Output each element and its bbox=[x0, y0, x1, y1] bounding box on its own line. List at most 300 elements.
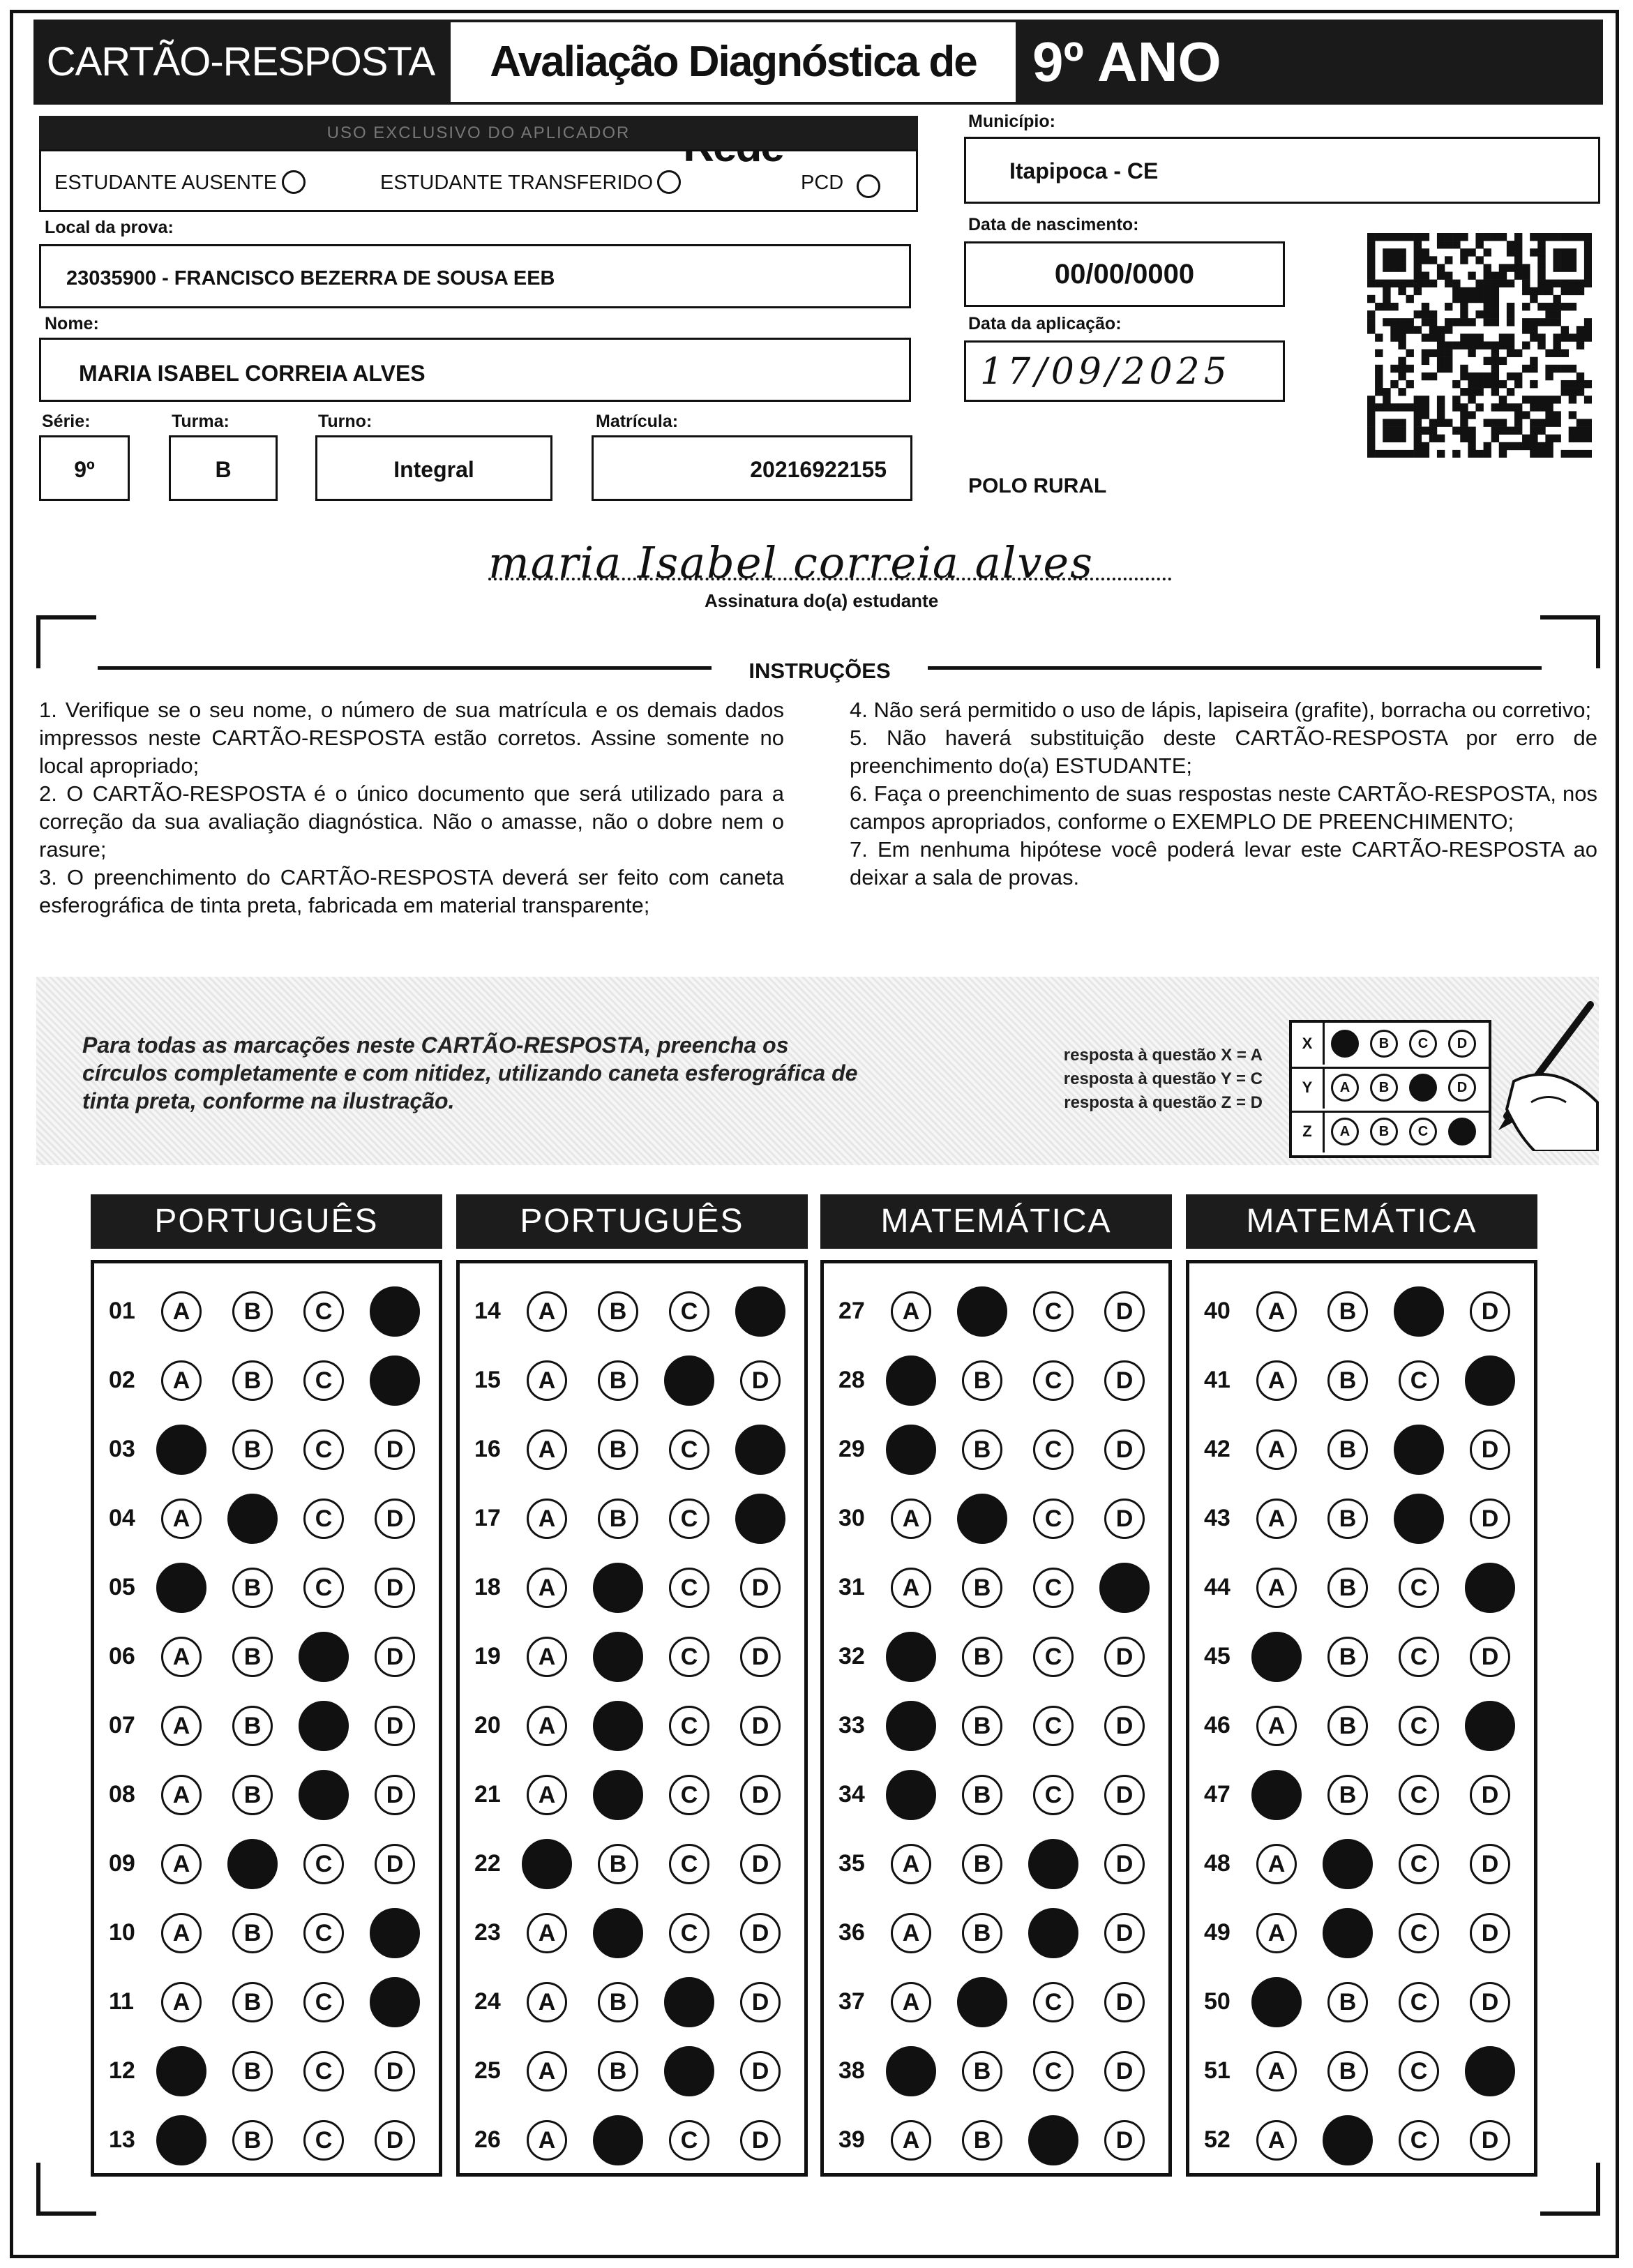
answer-bubble-filled[interactable] bbox=[886, 1355, 936, 1406]
answer-bubble[interactable]: B bbox=[232, 1568, 273, 1608]
answer-bubble[interactable]: C bbox=[669, 1291, 709, 1332]
answer-bubble[interactable]: B bbox=[962, 2120, 1002, 2161]
instructions-rule-right bbox=[928, 666, 1542, 670]
answer-bubble[interactable]: C bbox=[303, 1844, 344, 1884]
example-row bbox=[1292, 1023, 1489, 1069]
answer-bubble[interactable]: B bbox=[598, 1499, 638, 1539]
answer-bubble-filled[interactable] bbox=[1394, 1425, 1444, 1475]
answer-bubble-filled[interactable] bbox=[1465, 1701, 1515, 1751]
answer-bubble[interactable]: D bbox=[375, 1844, 415, 1884]
answer-bubble-filled[interactable] bbox=[1323, 1908, 1373, 1958]
answer-bubble-filled[interactable] bbox=[1028, 1839, 1078, 1889]
answer-bubble[interactable]: B bbox=[598, 1360, 638, 1401]
turno-field bbox=[315, 435, 552, 501]
turma-value: B bbox=[215, 457, 232, 482]
example-question-label: Y bbox=[1292, 1067, 1325, 1109]
example-question-label: Z bbox=[1292, 1111, 1325, 1152]
answer-bubble[interactable]: D bbox=[1470, 1429, 1510, 1470]
answer-bubble[interactable]: C bbox=[303, 2120, 344, 2161]
question-number: 03 bbox=[109, 1436, 135, 1462]
answer-bubble[interactable]: B bbox=[598, 2051, 638, 2091]
answer-bubble[interactable]: A bbox=[527, 2051, 567, 2091]
absent-checkbox[interactable] bbox=[282, 170, 306, 194]
answer-bubble[interactable]: C bbox=[303, 1429, 344, 1470]
answer-bubble-filled[interactable] bbox=[1251, 1770, 1302, 1820]
answer-bubble[interactable]: A bbox=[527, 1913, 567, 1953]
answer-bubble[interactable]: A bbox=[891, 1982, 931, 2022]
answer-bubble[interactable]: B bbox=[962, 1913, 1002, 1953]
answer-bubble[interactable]: A bbox=[527, 1429, 567, 1470]
answer-bubble[interactable]: B bbox=[232, 1706, 273, 1746]
answer-bubble[interactable]: A bbox=[161, 1844, 202, 1884]
answer-bubble-filled[interactable] bbox=[886, 1632, 936, 1682]
answer-bubble[interactable]: B bbox=[1327, 1706, 1368, 1746]
answer-bubble[interactable]: B bbox=[232, 1637, 273, 1677]
signature-line bbox=[488, 578, 1172, 580]
instruction-item: 2. O CARTÃO-RESPOSTA é o único documento que será utilizado para a correção da sua avaliação diagnóstica. Não o amasse, não o dobre nem o rasure; bbox=[39, 781, 784, 862]
matricula-field bbox=[592, 435, 912, 501]
answer-bubble[interactable]: A bbox=[527, 1982, 567, 2022]
nome-value: MARIA ISABEL CORREIA ALVES bbox=[79, 361, 426, 386]
answer-bubble[interactable]: B bbox=[232, 1291, 273, 1332]
question-number: 42 bbox=[1204, 1436, 1231, 1462]
aplicacao-label: Data da aplicação: bbox=[968, 314, 1122, 333]
answer-bubble-filled[interactable] bbox=[227, 1839, 278, 1889]
question-number: 30 bbox=[838, 1505, 865, 1531]
turno-value: Integral bbox=[393, 457, 474, 482]
answer-bubble[interactable]: A bbox=[1256, 1844, 1297, 1884]
answer-bubble[interactable]: D bbox=[1104, 1982, 1145, 2022]
nascimento-label: Data de nascimento: bbox=[968, 215, 1139, 234]
answer-bubble[interactable]: A bbox=[527, 1291, 567, 1332]
answer-bubble[interactable]: C bbox=[1033, 1429, 1074, 1470]
answer-bubble-filled[interactable] bbox=[957, 1977, 1007, 2027]
answer-bubble[interactable]: A bbox=[891, 2120, 931, 2161]
answer-bubble[interactable]: A bbox=[891, 1568, 931, 1608]
question-number: 28 bbox=[838, 1367, 865, 1393]
question-number: 32 bbox=[838, 1643, 865, 1669]
example-bubble: A bbox=[1331, 1074, 1359, 1102]
answer-bubble[interactable]: A bbox=[1256, 1499, 1297, 1539]
answer-bubble[interactable]: C bbox=[1033, 1982, 1074, 2022]
answer-bubble[interactable]: B bbox=[1327, 1637, 1368, 1677]
question-number: 26 bbox=[474, 2126, 501, 2153]
answer-bubble[interactable]: A bbox=[527, 1499, 567, 1539]
answer-bubble[interactable]: C bbox=[669, 1637, 709, 1677]
answer-bubble[interactable]: D bbox=[1104, 1429, 1145, 1470]
answer-bubble-filled[interactable] bbox=[593, 1563, 643, 1613]
section-title: PORTUGUÊS bbox=[91, 1194, 442, 1249]
answer-bubble[interactable]: C bbox=[1033, 1499, 1074, 1539]
answer-bubble[interactable]: D bbox=[1104, 1706, 1145, 1746]
pcd-label: PCD bbox=[801, 172, 844, 194]
answer-bubble[interactable]: D bbox=[740, 2051, 781, 2091]
answer-bubble[interactable]: D bbox=[1470, 1913, 1510, 1953]
answer-bubble-filled[interactable] bbox=[1028, 1908, 1078, 1958]
answer-bubble-filled[interactable] bbox=[1251, 1977, 1302, 2027]
example-bubble: C bbox=[1409, 1118, 1437, 1146]
question-number: 06 bbox=[109, 1643, 135, 1669]
answer-bubble[interactable]: A bbox=[1256, 1360, 1297, 1401]
answer-bubble[interactable]: C bbox=[303, 1982, 344, 2022]
answer-bubble[interactable]: C bbox=[669, 1913, 709, 1953]
corner-top-right bbox=[1540, 615, 1600, 668]
question-number: 46 bbox=[1204, 1712, 1231, 1738]
answer-bubble[interactable]: D bbox=[375, 1429, 415, 1470]
answer-bubble[interactable]: A bbox=[527, 1637, 567, 1677]
answer-bubble[interactable]: A bbox=[527, 1568, 567, 1608]
answer-bubble[interactable]: C bbox=[303, 1360, 344, 1401]
answer-bubble-filled[interactable] bbox=[593, 1701, 643, 1751]
question-number: 14 bbox=[474, 1298, 501, 1324]
answer-bubble[interactable]: D bbox=[740, 1637, 781, 1677]
question-number: 04 bbox=[109, 1505, 135, 1531]
answer-bubble[interactable]: D bbox=[1104, 1291, 1145, 1332]
answer-bubble[interactable]: A bbox=[1256, 1429, 1297, 1470]
serie-label: Série: bbox=[42, 412, 91, 431]
answer-bubble[interactable]: D bbox=[375, 2051, 415, 2091]
answer-bubble[interactable]: C bbox=[669, 1706, 709, 1746]
nascimento-field bbox=[964, 241, 1285, 307]
question-number: 01 bbox=[109, 1298, 135, 1324]
answer-bubble[interactable]: A bbox=[161, 1706, 202, 1746]
answer-bubble[interactable]: D bbox=[740, 1706, 781, 1746]
answer-bubble[interactable]: B bbox=[232, 1360, 273, 1401]
answer-bubble[interactable]: C bbox=[1033, 1775, 1074, 1815]
answer-bubble-filled[interactable] bbox=[370, 1908, 420, 1958]
answer-bubble[interactable]: A bbox=[1256, 1291, 1297, 1332]
answer-bubble[interactable]: B bbox=[232, 1982, 273, 2022]
answer-bubble[interactable]: C bbox=[669, 2120, 709, 2161]
answer-bubble-filled[interactable] bbox=[1394, 1494, 1444, 1544]
answer-bubble-filled[interactable] bbox=[1394, 1286, 1444, 1337]
question-number: 50 bbox=[1204, 1988, 1231, 2015]
municipio-label: Município: bbox=[968, 112, 1055, 131]
section-title: PORTUGUÊS bbox=[456, 1194, 808, 1249]
answer-bubble[interactable]: C bbox=[669, 1844, 709, 1884]
answer-bubble[interactable]: D bbox=[1470, 2120, 1510, 2161]
exam-title: Avaliação Diagnóstica de bbox=[490, 38, 977, 86]
signature-label: Assinatura do(a) estudante bbox=[705, 590, 939, 611]
answer-bubble[interactable]: C bbox=[669, 1775, 709, 1815]
answer-bubble[interactable]: B bbox=[232, 1429, 273, 1470]
answer-bubble[interactable]: C bbox=[303, 2051, 344, 2091]
answer-bubble[interactable]: D bbox=[1470, 1844, 1510, 1884]
answer-bubble[interactable]: B bbox=[232, 2120, 273, 2161]
municipio-field bbox=[964, 137, 1600, 204]
question-number: 02 bbox=[109, 1367, 135, 1393]
answer-bubble-filled[interactable] bbox=[1465, 2046, 1515, 2096]
answer-bubble[interactable]: A bbox=[161, 1982, 202, 2022]
answer-bubble-filled[interactable] bbox=[1465, 1355, 1515, 1406]
answer-bubble-filled[interactable] bbox=[593, 1908, 643, 1958]
answer-bubble[interactable]: C bbox=[1399, 1913, 1439, 1953]
answer-bubble-filled[interactable] bbox=[664, 2046, 714, 2096]
matricula-label: Matrícula: bbox=[596, 412, 679, 431]
answer-bubble-filled[interactable] bbox=[299, 1701, 349, 1751]
question-number: 51 bbox=[1204, 2057, 1231, 2084]
answer-bubble[interactable]: C bbox=[1033, 1291, 1074, 1332]
question-number: 18 bbox=[474, 1574, 501, 1600]
answer-bubble[interactable]: B bbox=[962, 1844, 1002, 1884]
turma-label: Turma: bbox=[172, 412, 229, 431]
answer-bubble[interactable]: C bbox=[669, 1568, 709, 1608]
answer-bubble[interactable]: B bbox=[1327, 1499, 1368, 1539]
answer-bubble[interactable]: B bbox=[1327, 1775, 1368, 1815]
question-number: 49 bbox=[1204, 1919, 1231, 1946]
transferred-checkbox[interactable] bbox=[657, 170, 681, 194]
answer-bubble-filled[interactable] bbox=[735, 1494, 785, 1544]
example-bubble: C bbox=[1409, 1030, 1437, 1058]
answer-bubble[interactable]: C bbox=[1399, 1775, 1439, 1815]
answer-bubble-filled[interactable] bbox=[370, 1286, 420, 1337]
answer-bubble-filled[interactable] bbox=[156, 1563, 206, 1613]
question-number: 52 bbox=[1204, 2126, 1231, 2153]
example-bubble: D bbox=[1448, 1074, 1476, 1102]
answer-bubble[interactable]: B bbox=[962, 1429, 1002, 1470]
answer-bubble[interactable]: D bbox=[1104, 1360, 1145, 1401]
example-legend bbox=[1032, 1044, 1263, 1115]
question-number: 24 bbox=[474, 1988, 501, 2015]
answer-bubble-filled[interactable] bbox=[664, 1355, 714, 1406]
answer-bubble[interactable]: B bbox=[598, 1429, 638, 1470]
answer-bubble[interactable]: C bbox=[1033, 1568, 1074, 1608]
answer-bubble[interactable]: A bbox=[527, 1706, 567, 1746]
answer-bubble-filled[interactable] bbox=[1251, 1632, 1302, 1682]
answer-bubble-filled[interactable] bbox=[593, 2115, 643, 2165]
answer-bubble[interactable]: C bbox=[303, 1291, 344, 1332]
example-bubble: B bbox=[1370, 1030, 1398, 1058]
serie-field bbox=[39, 435, 130, 501]
answer-bubble[interactable]: C bbox=[1399, 2051, 1439, 2091]
answer-bubble[interactable]: C bbox=[303, 1499, 344, 1539]
answer-bubble[interactable]: B bbox=[598, 1291, 638, 1332]
answer-bubble[interactable]: A bbox=[527, 1775, 567, 1815]
answer-bubble-filled[interactable] bbox=[1323, 1839, 1373, 1889]
answer-bubble[interactable]: C bbox=[1399, 1982, 1439, 2022]
answer-bubble-filled[interactable] bbox=[156, 2115, 206, 2165]
answer-bubble-filled[interactable] bbox=[1028, 2115, 1078, 2165]
answer-bubble-filled[interactable] bbox=[1323, 2115, 1373, 2165]
question-number: 31 bbox=[838, 1574, 865, 1600]
signature-handwritten: maria Isabel correia alves bbox=[488, 537, 1094, 588]
instructions-left bbox=[39, 696, 784, 919]
answer-bubble[interactable]: B bbox=[962, 1360, 1002, 1401]
aplicacao-field[interactable] bbox=[964, 340, 1285, 402]
answer-bubble-filled[interactable] bbox=[886, 1701, 936, 1751]
answer-bubble-filled[interactable] bbox=[886, 1770, 936, 1820]
answer-bubble[interactable]: C bbox=[1033, 1637, 1074, 1677]
question-number: 34 bbox=[838, 1781, 865, 1808]
answer-bubble[interactable]: C bbox=[1033, 1360, 1074, 1401]
answer-bubble-filled[interactable] bbox=[735, 1286, 785, 1337]
answer-bubble[interactable]: D bbox=[740, 1775, 781, 1815]
answer-bubble[interactable]: A bbox=[1256, 2120, 1297, 2161]
answer-bubble-filled[interactable] bbox=[1465, 1563, 1515, 1613]
card-label: CARTÃO-RESPOSTA bbox=[46, 39, 435, 84]
answer-bubble[interactable]: D bbox=[375, 1499, 415, 1539]
question-number: 37 bbox=[838, 1988, 865, 2015]
answer-bubble-filled[interactable] bbox=[156, 1425, 206, 1475]
answer-bubble[interactable]: D bbox=[375, 2120, 415, 2161]
answer-bubble[interactable]: D bbox=[1470, 1291, 1510, 1332]
answer-bubble[interactable]: D bbox=[740, 1844, 781, 1884]
answer-bubble[interactable]: B bbox=[598, 1844, 638, 1884]
question-number: 41 bbox=[1204, 1367, 1231, 1393]
answer-bubble[interactable]: B bbox=[1327, 2051, 1368, 2091]
answer-bubble-filled[interactable] bbox=[886, 1425, 936, 1475]
applicator-bar: USO EXCLUSIVO DO APLICADOR bbox=[39, 116, 918, 151]
answer-bubble-filled[interactable] bbox=[227, 1494, 278, 1544]
question-number: 08 bbox=[109, 1781, 135, 1808]
answer-bubble[interactable]: B bbox=[1327, 1360, 1368, 1401]
question-number: 21 bbox=[474, 1781, 501, 1808]
answer-bubble[interactable]: A bbox=[161, 1291, 202, 1332]
answer-bubble[interactable]: A bbox=[161, 1637, 202, 1677]
instructions-rule-left bbox=[98, 666, 712, 670]
question-number: 38 bbox=[838, 2057, 865, 2084]
answer-bubble[interactable]: B bbox=[232, 1913, 273, 1953]
answer-bubble[interactable]: D bbox=[375, 1775, 415, 1815]
answer-bubble-filled[interactable] bbox=[957, 1494, 1007, 1544]
question-number: 47 bbox=[1204, 1781, 1231, 1808]
pcd-checkbox[interactable] bbox=[857, 174, 880, 198]
answer-bubble[interactable]: C bbox=[1399, 1706, 1439, 1746]
answer-bubble[interactable]: C bbox=[303, 1568, 344, 1608]
instruction-item: 3. O preenchimento do CARTÃO-RESPOSTA deverá ser feito com caneta esferográfica de tinta preta, fabricada em material transparente; bbox=[39, 865, 784, 917]
answer-bubble[interactable]: A bbox=[1256, 2051, 1297, 2091]
answer-bubble[interactable]: A bbox=[891, 1291, 931, 1332]
answer-bubble-filled[interactable] bbox=[156, 2046, 206, 2096]
answer-bubble[interactable]: D bbox=[1470, 1982, 1510, 2022]
answer-bubble[interactable]: A bbox=[161, 1499, 202, 1539]
answer-bubble[interactable]: A bbox=[1256, 1706, 1297, 1746]
answer-bubble[interactable]: B bbox=[1327, 1291, 1368, 1332]
answer-bubble-filled[interactable] bbox=[886, 2046, 936, 2096]
question-number: 09 bbox=[109, 1850, 135, 1877]
serie-value: 9º bbox=[74, 457, 95, 482]
answer-bubble[interactable]: B bbox=[598, 1982, 638, 2022]
answer-bubble[interactable]: D bbox=[375, 1706, 415, 1746]
question-number: 36 bbox=[838, 1919, 865, 1946]
instruction-item: 5. Não haverá substituição deste CARTÃO-RESPOSTA por erro de preenchimento do(a) ESTUDANTE; bbox=[850, 726, 1597, 778]
answer-bubble[interactable]: D bbox=[740, 1913, 781, 1953]
answer-bubble[interactable]: D bbox=[1470, 1775, 1510, 1815]
answer-bubble-filled[interactable] bbox=[664, 1977, 714, 2027]
answer-bubble[interactable]: D bbox=[1470, 1499, 1510, 1539]
answer-bubble[interactable]: D bbox=[1470, 1637, 1510, 1677]
answer-bubble[interactable]: C bbox=[1399, 2120, 1439, 2161]
answer-bubble[interactable]: D bbox=[740, 1568, 781, 1608]
example-row bbox=[1292, 1111, 1489, 1155]
question-number: 11 bbox=[109, 1988, 134, 2015]
answer-bubble-filled[interactable] bbox=[370, 1977, 420, 2027]
aplicacao-handwritten: 17/09/2025 bbox=[980, 351, 1231, 393]
answer-bubble[interactable]: C bbox=[1399, 1360, 1439, 1401]
answer-bubble[interactable]: D bbox=[1104, 1775, 1145, 1815]
answer-bubble[interactable]: A bbox=[891, 1844, 931, 1884]
answer-bubble[interactable]: A bbox=[527, 2120, 567, 2161]
answer-bubble[interactable]: C bbox=[1033, 2051, 1074, 2091]
answer-bubble-filled[interactable] bbox=[522, 1839, 572, 1889]
instruction-item: 6. Faça o preenchimento de suas respostas neste CARTÃO-RESPOSTA, nos campos apropriados, conforme o EXEMPLO DE PREENCHIMENTO; bbox=[850, 781, 1597, 834]
answer-bubble[interactable]: A bbox=[161, 1775, 202, 1815]
qr-code bbox=[1367, 233, 1592, 458]
answer-bubble-filled[interactable] bbox=[1099, 1563, 1150, 1613]
legend-line: resposta à questão Z = D bbox=[1064, 1093, 1263, 1112]
turma-field bbox=[169, 435, 278, 501]
answer-bubble[interactable]: B bbox=[1327, 1568, 1368, 1608]
answer-bubble[interactable]: A bbox=[1256, 1568, 1297, 1608]
answer-bubble[interactable]: B bbox=[962, 1637, 1002, 1677]
nome-field bbox=[39, 338, 911, 402]
question-number: 22 bbox=[474, 1850, 501, 1877]
answer-bubble[interactable]: D bbox=[375, 1637, 415, 1677]
answer-bubble[interactable]: D bbox=[1104, 2120, 1145, 2161]
answer-bubble[interactable]: D bbox=[740, 1982, 781, 2022]
answer-bubble-filled[interactable] bbox=[735, 1425, 785, 1475]
answer-bubble-filled[interactable] bbox=[957, 1286, 1007, 1337]
answer-bubble[interactable]: B bbox=[232, 2051, 273, 2091]
answer-bubble[interactable]: D bbox=[740, 1360, 781, 1401]
question-number: 07 bbox=[109, 1712, 135, 1738]
matricula-value: 20216922155 bbox=[750, 457, 887, 482]
answer-bubble-filled[interactable] bbox=[299, 1632, 349, 1682]
answer-bubble[interactable]: D bbox=[375, 1568, 415, 1608]
answer-bubble[interactable]: D bbox=[740, 2120, 781, 2161]
example-row bbox=[1292, 1067, 1489, 1113]
answer-bubble[interactable]: A bbox=[161, 1913, 202, 1953]
answer-bubble[interactable]: B bbox=[962, 1706, 1002, 1746]
answer-bubble[interactable]: A bbox=[891, 1499, 931, 1539]
answer-bubble[interactable]: A bbox=[527, 1360, 567, 1401]
answer-bubble[interactable]: C bbox=[303, 1913, 344, 1953]
question-number: 35 bbox=[838, 1850, 865, 1877]
question-number: 05 bbox=[109, 1574, 135, 1600]
answer-bubble[interactable]: D bbox=[1104, 1637, 1145, 1677]
answer-bubble[interactable]: C bbox=[1399, 1844, 1439, 1884]
answer-bubble[interactable]: D bbox=[1104, 1499, 1145, 1539]
answer-bubble[interactable]: C bbox=[1399, 1568, 1439, 1608]
nascimento-value: 00/00/0000 bbox=[1054, 259, 1195, 290]
answer-bubble[interactable]: B bbox=[962, 2051, 1002, 2091]
example-text: Para todas as marcações neste CARTÃO-RESPOSTA, preencha os círculos completamente e com nitidez, utilizando caneta esferográfica de tinta preta, conforme na ilustração. bbox=[82, 1032, 858, 1113]
question-number: 13 bbox=[109, 2126, 135, 2153]
answer-bubble[interactable]: C bbox=[1033, 1706, 1074, 1746]
instructions-title: INSTRUÇÕES bbox=[748, 659, 891, 683]
answer-bubble[interactable]: B bbox=[962, 1775, 1002, 1815]
answer-bubble[interactable]: C bbox=[1399, 1637, 1439, 1677]
answer-bubble-filled[interactable] bbox=[593, 1770, 643, 1820]
answer-bubble[interactable]: C bbox=[669, 1499, 709, 1539]
answer-bubble[interactable]: A bbox=[1256, 1913, 1297, 1953]
answer-bubble[interactable]: D bbox=[1104, 1913, 1145, 1953]
answer-bubble[interactable]: D bbox=[1104, 1844, 1145, 1884]
answer-bubble[interactable]: C bbox=[669, 1429, 709, 1470]
answer-bubble-filled[interactable] bbox=[593, 1632, 643, 1682]
answer-bubble[interactable]: B bbox=[232, 1775, 273, 1815]
instruction-item: 4. Não será permitido o uso de lápis, lapiseira (grafite), borracha ou corretivo; bbox=[850, 698, 1592, 722]
answer-bubble[interactable]: B bbox=[1327, 1429, 1368, 1470]
answer-bubble[interactable]: B bbox=[1327, 1982, 1368, 2022]
answer-bubble-filled[interactable] bbox=[370, 1355, 420, 1406]
answer-bubble[interactable]: B bbox=[962, 1568, 1002, 1608]
answer-bubble[interactable]: D bbox=[1104, 2051, 1145, 2091]
answer-bubble-filled[interactable] bbox=[299, 1770, 349, 1820]
transferred-label: ESTUDANTE TRANSFERIDO bbox=[380, 172, 654, 194]
answer-bubble[interactable]: A bbox=[891, 1913, 931, 1953]
answer-bubble[interactable]: A bbox=[161, 1360, 202, 1401]
